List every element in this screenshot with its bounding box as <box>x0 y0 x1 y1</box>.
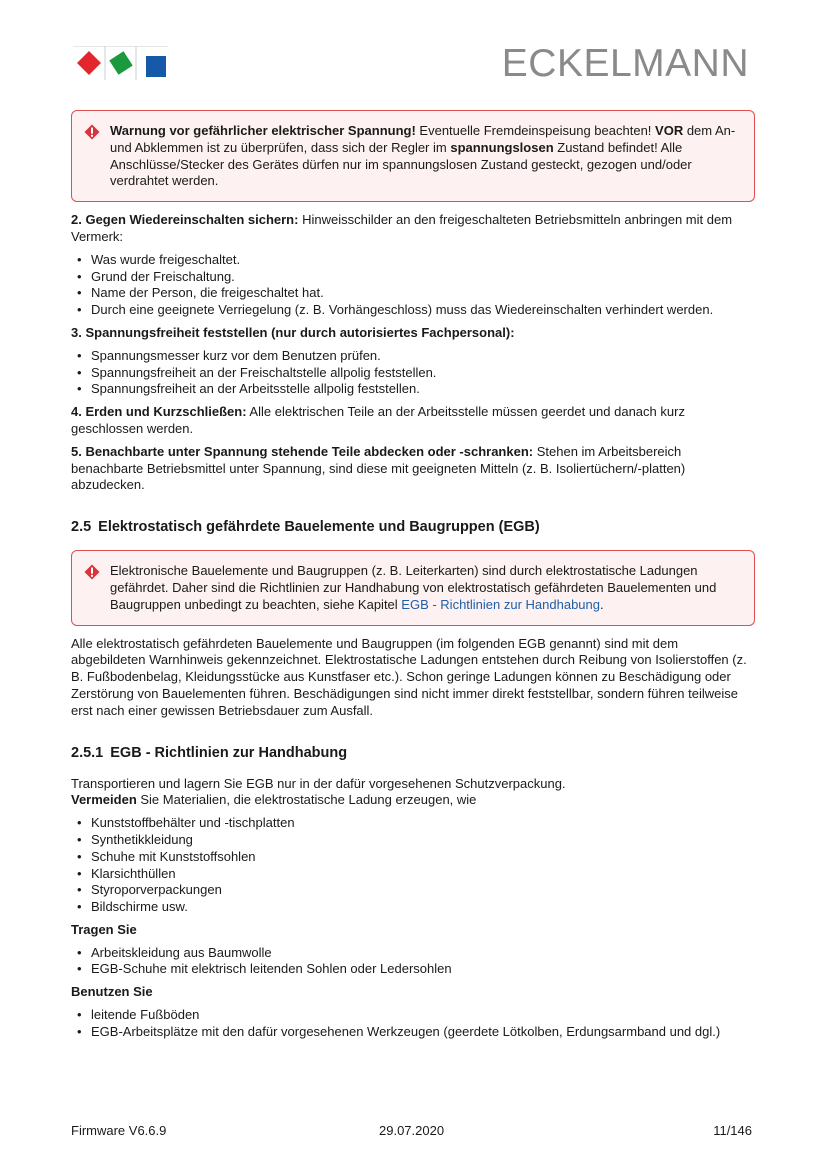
step-3-paragraph: 3. Spannungsfreiheit feststellen (nur durch autorisiertes Fachpersonal): <box>71 324 515 340</box>
section-2-5-1-intro: Transportieren und lagern Sie EGB nur in der dafür vorgesehenen Schutzverpackung. Vermeiden Sie Materialien, die elektrostatische Ladung erzeugen, wie <box>71 775 566 808</box>
list-item: • Spannungsmesser kurz vor dem Benutzen prüfen. <box>71 348 755 365</box>
page-number: 11/146 <box>713 1123 752 1138</box>
brand-name: ECKELMANN <box>501 42 749 85</box>
list-item: • Durch eine geeignete Verriegelung (z. B. Vorhängeschloss) muss das Wiedereinschalten verhindert werden. <box>71 302 755 319</box>
use-heading: Benutzen Sie <box>71 984 153 1000</box>
list-item: • Grund der Freischaltung. <box>71 269 755 286</box>
section-2-5-heading: 2.5 Elektrostatisch gefährdete Bauelemente und Baugruppen (EGB) <box>71 519 540 536</box>
list-item: • Kunststoffbehälter und -tischplatten <box>71 815 755 832</box>
section-2-5-1-heading: 2.5.1 EGB - Richtlinien zur Handhabung <box>71 744 348 761</box>
step-2-list <box>71 252 755 319</box>
section-2-5-paragraph: Alle elektrostatisch gefährdeten Bauelemente und Baugruppen (im folgenden EGB genannt) sind mit dem abgebildeten Warnhinweis gekennzeichnet. Elektrostatische Ladungen entstehen durch Reibung von Isolierstoffen (z. B. Fußbodenbelag, Kleidungsstücke aus Kunstfaser etc.). Schon geringe Ladungen können zu Beschädigung oder Zerstörung von Bauelementen führen. Beschädigungen sind nicht immer direkt feststellbar, sondern führen teilweise erst nach einer gewissen Betriebsdauer zum Ausfall. <box>71 635 747 718</box>
list-item: • Klarsichthüllen <box>71 866 755 883</box>
list-item: • Name der Person, die freigeschaltet hat. <box>71 285 755 302</box>
wear-heading: Tragen Sie <box>71 921 137 937</box>
document-date: 29.07.2020 <box>379 1123 445 1138</box>
warning-diamond-icon <box>84 564 100 580</box>
list-item: • leitende Fußböden <box>71 1007 755 1024</box>
esd-warning-text: Elektronische Bauelemente und Baugruppen (z. B. Leiterkarten) sind durch elektrostatische Ladungen gefährdet. Daher sind die Richtlinien zur Handhabung von elektrostatisch gefährdeten Bauelementen und Baugruppen unbedingt zu beachten, siehe Kapitel EGB - Richtlinien zur Handhabung. <box>110 563 717 612</box>
list-item: • Styroporverpackungen <box>71 882 755 899</box>
avoid-list <box>71 815 755 916</box>
electrical-warning-box <box>71 110 755 202</box>
list-item: • EGB-Arbeitsplätze mit den dafür vorgesehenen Werkzeugen (geerdete Lötkolben, Erdungsarmband und dgl.) <box>71 1024 755 1041</box>
list-item: • Spannungsfreiheit an der Freischaltstelle allpolig feststellen. <box>71 365 755 382</box>
step-3-list <box>71 348 755 398</box>
page-content <box>71 110 755 1047</box>
list-item: • Bildschirme usw. <box>71 899 755 916</box>
esd-warning-box <box>71 550 755 625</box>
eckelmann-logo-icon <box>73 46 168 80</box>
step-5-paragraph: 5. Benachbarte unter Spannung stehende Teile abdecken oder -schranken: Stehen im Arbeitsbereich benachbarte Betriebsmittel unter Spannung, sind diese mit geeigneten Mitteln (z. B. Isoliertüchern/-platten) abzudecken. <box>71 443 686 493</box>
electrical-warning-text: Warnung vor gefährlicher elektrischer Spannung! Eventuelle Fremdeinspeisung beachten! VOR dem An- und Abklemmen ist zu überprüfen, dass sich der Regler im spannungslosen Zustand befindet! Alle Anschlüsse/Stecker des Gerätes dürfen nur im spannungslosen Zustand gesteckt, gezogen und/oder verdrahtet werden. <box>110 123 736 189</box>
firmware-version: Firmware V6.6.9 <box>71 1123 167 1138</box>
use-list <box>71 1007 755 1041</box>
wear-list <box>71 945 755 979</box>
list-item: • Arbeitskleidung aus Baumwolle <box>71 945 755 962</box>
list-item: • Synthetikkleidung <box>71 832 755 849</box>
step-4-paragraph: 4. Erden und Kurzschließen: Alle elektrischen Teile an der Arbeitsstelle müssen geerdet und danach kurz geschlossen werden. <box>71 404 685 436</box>
list-item: • Schuhe mit Kunststoffsohlen <box>71 849 755 866</box>
list-item: • EGB-Schuhe mit elektrisch leitenden Sohlen oder Ledersohlen <box>71 961 755 978</box>
list-item: • Was wurde freigeschaltet. <box>71 252 755 269</box>
list-item: • Spannungsfreiheit an der Arbeitsstelle allpolig feststellen. <box>71 381 755 398</box>
step-2-paragraph: 2. Gegen Wiedereinschalten sichern: Hinweisschilder an den freigeschalteten Betriebsmitteln anbringen mit dem Vermerk: <box>71 212 733 244</box>
egb-guidelines-link[interactable]: EGB - Richtlinien zur Handhabung <box>401 596 601 612</box>
warning-diamond-icon <box>84 124 100 140</box>
